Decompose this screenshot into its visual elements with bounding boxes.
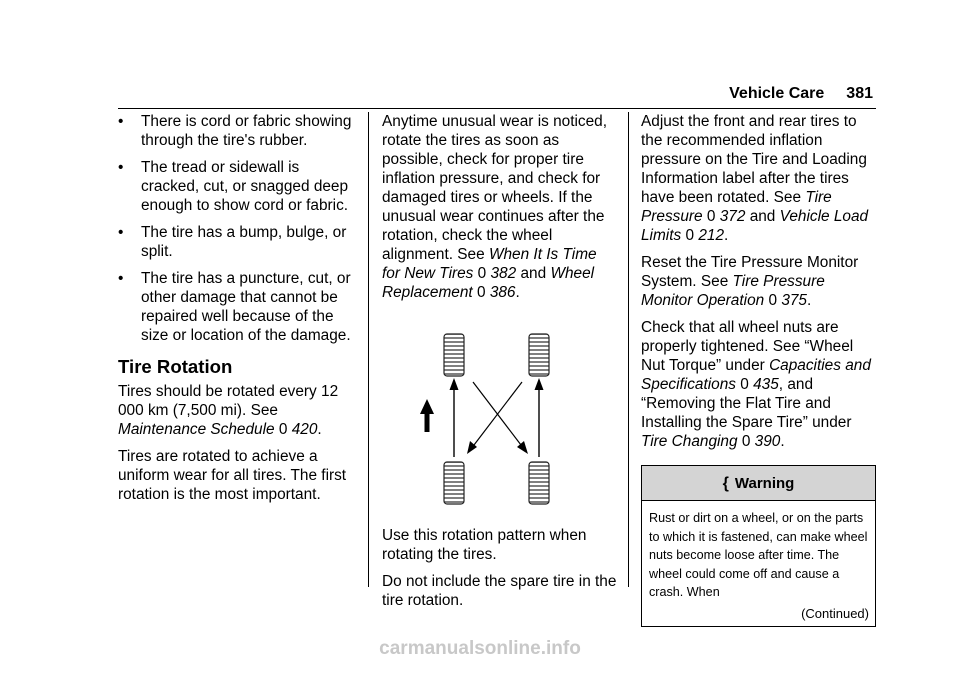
column-1 [118, 112, 358, 512]
header-divider [118, 108, 876, 109]
tire-rotation-heading: Tire Rotation [118, 356, 233, 377]
front-left-tire [444, 334, 464, 376]
ref-symbol: 0 [740, 376, 749, 393]
page-ref[interactable]: 382 [490, 265, 517, 282]
cross-arrow-to-rear-right [517, 441, 528, 454]
list-item: • The tread or sidewall is cracked, cut, or snagged deep enough to show cord or fabric. [118, 159, 349, 214]
tire-rotation-diagram [418, 332, 578, 507]
capacities-link[interactable]: Capacities and Specifications [641, 357, 871, 393]
column-2 [382, 112, 618, 618]
rotation-arrow-right [535, 378, 544, 390]
ref-symbol: 0 [278, 421, 288, 438]
tpms-operation-link[interactable]: Tire Pressure Monitor Operation [641, 273, 825, 309]
ref-symbol: 0 [706, 208, 716, 225]
bullet-mark: • [118, 159, 124, 176]
warning-header [642, 466, 875, 501]
paragraph: Do not include the spare tire in the tire rotation. [382, 573, 617, 609]
page-ref[interactable]: 390 [754, 433, 781, 450]
tire-pressure-link[interactable]: Tire Pressure [641, 189, 832, 225]
page-ref[interactable]: 212 [698, 227, 725, 244]
bullet-mark: • [118, 224, 124, 241]
page-ref[interactable]: 372 [719, 208, 746, 225]
ref-symbol: 0 [476, 284, 486, 301]
column-divider [628, 112, 629, 587]
column-3 [641, 112, 877, 627]
new-tires-link[interactable]: When It Is Time for New Tires [382, 246, 597, 282]
vehicle-load-limits-link[interactable]: Vehicle Load Limits [641, 208, 869, 244]
ref-symbol: 0 [768, 292, 778, 309]
list-item: • There is cord or fabric showing through the tire's rubber. [118, 113, 352, 149]
rear-left-tire [444, 462, 464, 504]
bullet-mark: • [118, 270, 124, 287]
page-ref[interactable]: 375 [781, 292, 807, 309]
column-divider [368, 112, 369, 587]
ref-symbol: 0 [477, 265, 487, 282]
rear-right-tire [529, 462, 549, 504]
ref-symbol: 0 [685, 227, 695, 244]
front-right-tire [529, 334, 549, 376]
paragraph: Anytime unusual wear is noticed, rotate the tires as soon as possible, check for proper tire inflation pressure, and check for damaged tires or wheels. If the unusual wear continues after the rotation, check the wheel alignment. See When It Is Time for New Tires 0 382 and Wheel Replacement 0 386. [382, 113, 607, 301]
paragraph: Use this rotation pattern when rotating the tires. [382, 527, 587, 563]
paragraph: Tires are rotated to achieve a uniform wear for all tires. The first rotation is the most important. [118, 448, 347, 503]
paragraph: Adjust the front and rear tires to the recommended inflation pressure on the Tire and Loading Information label after the tires have been rotated. See Tire Pressure 0 372 and Vehicle Load Limits 0 212. [641, 113, 869, 244]
maintenance-schedule-link[interactable]: Maintenance Schedule [118, 421, 275, 438]
section-title: Vehicle Care [729, 85, 825, 102]
page-ref[interactable]: 386 [489, 284, 516, 301]
list-item: • The tire has a puncture, cut, or other damage that cannot be repaired well because of the size or location of the damage. [118, 270, 351, 344]
bullet-mark: • [118, 113, 124, 130]
list-item: • The tire has a bump, bulge, or split. [118, 224, 347, 260]
ref-symbol: 0 [741, 433, 751, 450]
page-ref[interactable]: 420 [291, 421, 318, 438]
wheel-replacement-link[interactable]: Wheel Replacement [382, 265, 595, 301]
warning-body: Rust or dirt on a wheel, or on the parts to which it is fastened, can make wheel nuts become loose after time. The wheel could come off and cause a crash. When [649, 511, 868, 599]
continued-label: (Continued) [801, 605, 869, 621]
warning-icon: { [722, 474, 729, 492]
warning-title: Warning [734, 474, 795, 492]
page-header [729, 85, 873, 103]
tire-changing-link[interactable]: Tire Changing [641, 433, 738, 450]
page-number: 381 [846, 85, 873, 102]
watermark: carmanualsonline.info [379, 638, 581, 659]
paragraph: Check that all wheel nuts are properly tightened. See “Wheel Nut Torque” under Capacities and Specifications 0 435, and “Removing the Flat Tire and Installing the Spare Tire” under Tire Changing 0 390. [641, 319, 871, 450]
rotation-arrow-left [450, 378, 459, 390]
paragraph: Reset the Tire Pressure Monitor System. See Tire Pressure Monitor Operation 0 375. [641, 254, 859, 309]
forward-arrow [420, 399, 434, 432]
paragraph: Tires should be rotated every 12 000 km (7,500 mi). See Maintenance Schedule 0 420. [118, 383, 339, 438]
warning-box [641, 465, 876, 627]
page-ref[interactable]: 435 [753, 376, 779, 393]
